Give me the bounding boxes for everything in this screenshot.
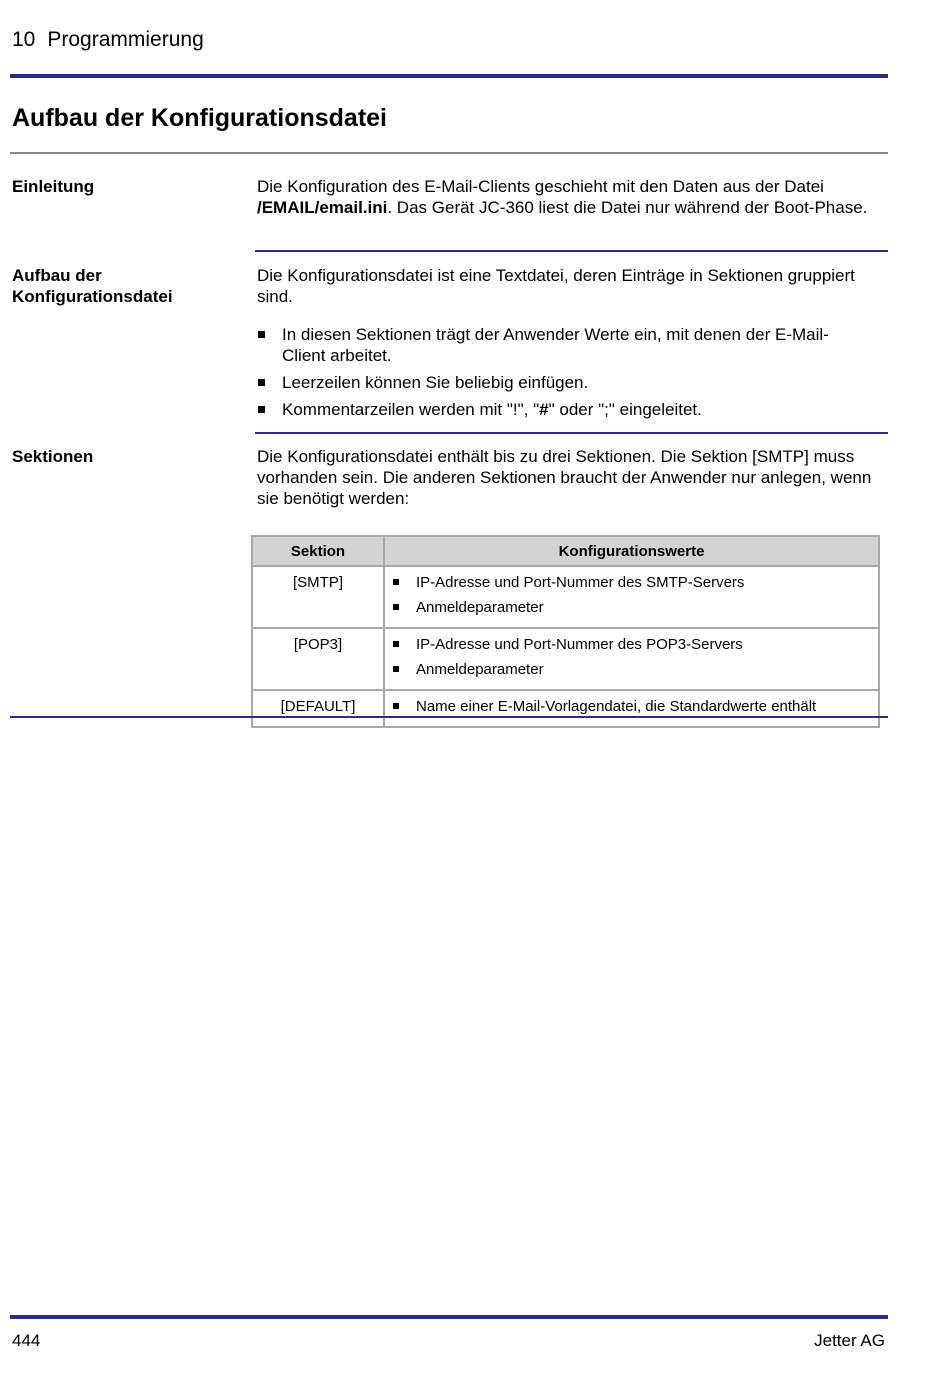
table-row — [252, 628, 879, 690]
aufbau-bullet-list — [257, 324, 872, 426]
list-item — [257, 324, 872, 366]
value-text: IP-Adresse und Port-Nummer des SMTP-Servers — [416, 574, 745, 591]
square-bullet-icon — [393, 604, 399, 610]
section-end-rule — [10, 716, 888, 718]
column-header-values: Konfigurationswerte — [384, 536, 879, 566]
section-cell: [SMTP] — [252, 566, 384, 628]
value-text: Anmeldeparameter — [416, 661, 544, 678]
sektionen-intro: Die Konfigurationsdatei enthält bis zu drei Sektionen. Die Sektion [SMTP] muss vorhanden sein. Die anderen Sektionen braucht der Anwender nur anlegen, wenn sie benötigt werden: — [257, 447, 872, 508]
label-aufbau-line1: Aufbau der — [12, 266, 102, 285]
list-item — [391, 660, 872, 679]
list-item — [257, 372, 872, 393]
page-number: 444 — [12, 1331, 41, 1350]
einleitung-text — [257, 176, 872, 218]
values-list — [391, 697, 872, 716]
aufbau-intro: Die Konfigurationsdatei ist eine Textdatei, deren Einträge in Sektionen gruppiert sind. — [257, 266, 855, 306]
section-cell: [DEFAULT] — [252, 690, 384, 727]
bullet-text — [282, 400, 702, 419]
label-aufbau — [12, 265, 242, 307]
einleitung-text-part1: Die Konfiguration des E-Mail-Clients geschieht mit den Daten aus der Datei — [257, 177, 824, 196]
square-bullet-icon — [393, 703, 399, 709]
list-item — [391, 598, 872, 617]
label-sektionen: Sektionen — [12, 447, 94, 466]
company-name: Jetter AG — [814, 1331, 885, 1350]
list-item — [391, 697, 872, 716]
value-text: IP-Adresse und Port-Nummer des POP3-Servers — [416, 636, 743, 653]
page-title: Aufbau der Konfigurationsdatei — [12, 104, 387, 132]
bullet-text-part1: Kommentarzeilen werden mit "!", " — [282, 400, 540, 419]
header-rule — [10, 74, 888, 78]
values-cell — [384, 690, 879, 727]
square-bullet-icon — [393, 579, 399, 585]
section-rule-2 — [255, 432, 888, 434]
chapter-number: 10 — [12, 28, 36, 51]
file-path: /EMAIL/email.ini — [257, 198, 388, 217]
square-bullet-icon — [393, 666, 399, 672]
table-row — [252, 690, 879, 727]
values-cell — [384, 566, 879, 628]
config-sections-table — [251, 535, 880, 728]
title-rule — [10, 152, 888, 154]
chapter-header — [12, 28, 204, 52]
section-cell: [POP3] — [252, 628, 384, 690]
bullet-text: Leerzeilen können Sie beliebig einfügen. — [282, 373, 589, 392]
table-header-row — [252, 536, 879, 566]
value-text: Name einer E-Mail-Vorlagendatei, die Standardwerte enthält — [416, 698, 817, 715]
hash-symbol: # — [539, 400, 549, 419]
values-cell — [384, 628, 879, 690]
label-einleitung: Einleitung — [12, 177, 95, 196]
square-bullet-icon — [258, 379, 265, 386]
footer-rule — [10, 1315, 888, 1319]
bullet-text-part2: " oder ";" eingeleitet. — [548, 400, 702, 419]
square-bullet-icon — [258, 331, 265, 338]
section-rule-1 — [255, 250, 888, 252]
list-item — [391, 573, 872, 592]
einleitung-text-part2: . Das Gerät JC-360 liest die Datei nur während der Boot-Phase. — [387, 198, 868, 217]
values-list — [391, 635, 872, 679]
chapter-title: Programmierung — [47, 28, 204, 51]
values-list — [391, 573, 872, 617]
square-bullet-icon — [393, 641, 399, 647]
label-aufbau-line2: Konfigurationsdatei — [12, 287, 173, 306]
bullet-text: In diesen Sektionen trägt der Anwender Werte ein, mit denen der E-Mail-Client arbeitet. — [282, 325, 829, 365]
column-header-section: Sektion — [252, 536, 384, 566]
table-row — [252, 566, 879, 628]
square-bullet-icon — [258, 406, 265, 413]
list-item — [257, 399, 872, 420]
list-item — [391, 635, 872, 654]
value-text: Anmeldeparameter — [416, 599, 544, 616]
